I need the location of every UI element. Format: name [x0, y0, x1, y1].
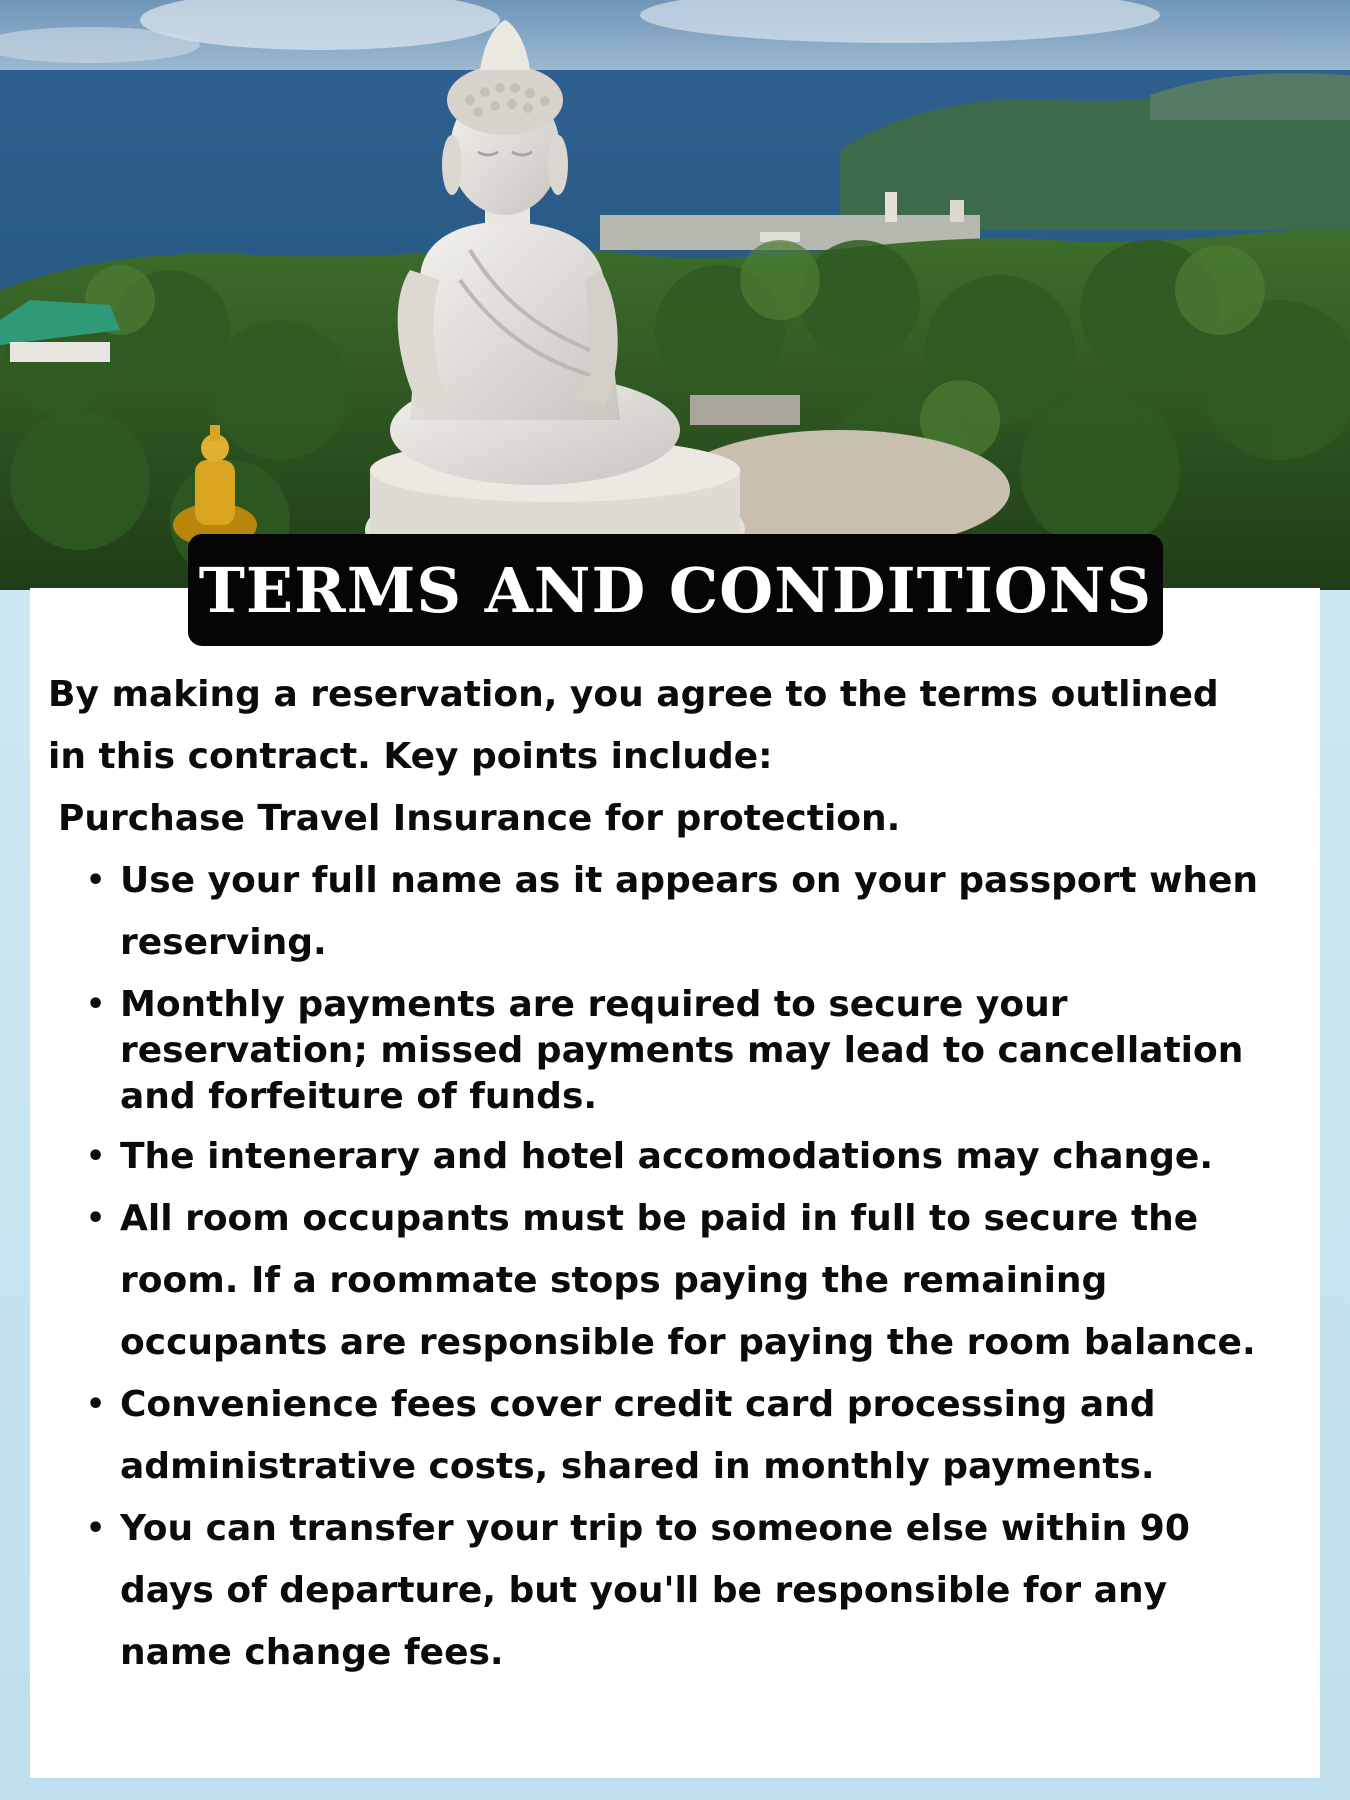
- term-text: The intenerary and hotel accomodations may change.: [120, 1136, 1213, 1177]
- list-item: [48, 1188, 1270, 1374]
- bullet-icon: •: [86, 1201, 106, 1236]
- list-item: [48, 982, 1270, 1120]
- term-text: All room occupants must be paid in full to secure the room. If a roommate stops paying the remaining occupants are responsible for paying the room balance.: [120, 1198, 1256, 1363]
- terms-list: [48, 850, 1318, 1684]
- terms-content: [48, 664, 1318, 1684]
- list-item: [48, 850, 1270, 974]
- list-item: [48, 1498, 1270, 1684]
- term-text: Monthly payments are required to secure your reservation; missed payments may lead to cancellation and forfeiture of funds.: [120, 984, 1244, 1117]
- list-item: [48, 1374, 1270, 1498]
- term-text: Convenience fees cover credit card processing and administrative costs, shared in monthly payments.: [120, 1384, 1156, 1487]
- bullet-icon: •: [86, 1387, 106, 1422]
- insurance-note: Purchase Travel Insurance for protection.: [58, 798, 901, 839]
- bullet-icon: •: [86, 1511, 106, 1546]
- list-item: [48, 1126, 1270, 1188]
- bullet-icon: •: [86, 1139, 106, 1174]
- intro-line-2: in this contract. Key points include:: [48, 736, 773, 777]
- bullet-icon: •: [86, 987, 106, 1022]
- term-text: Use your full name as it appears on your passport when reserving.: [120, 860, 1259, 963]
- term-text: You can transfer your trip to someone else within 90 days of departure, but you'll be responsible for any name change fees.: [120, 1508, 1190, 1673]
- page-title: TERMS AND CONDITIONS: [198, 553, 1153, 627]
- hero-photo: [0, 0, 1350, 590]
- title-banner: [188, 534, 1163, 646]
- bullet-icon: •: [86, 863, 106, 898]
- intro-line-1: By making a reservation, you agree to the terms outlined: [48, 674, 1219, 715]
